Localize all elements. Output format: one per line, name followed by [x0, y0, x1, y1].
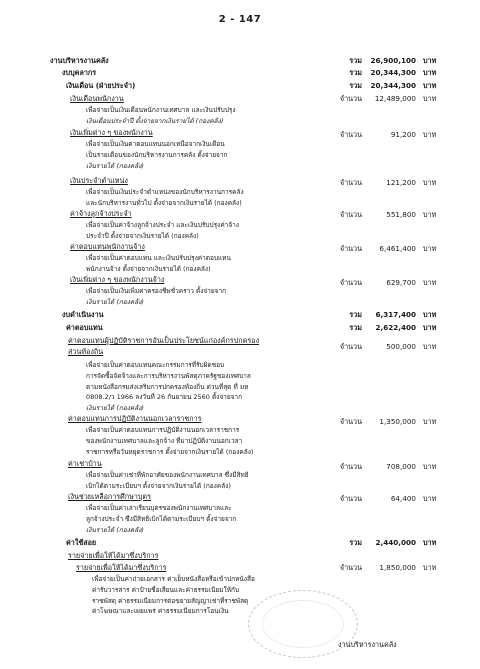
unit: บาท — [423, 178, 437, 187]
unit: บาท — [423, 342, 437, 351]
amount: 20,344,300 — [370, 68, 416, 77]
item-description: เพื่อจ่ายเป็นค่าถ่ายเอกสาร ค่าเย็บหนังสือหรือเข้าปกหนังสือ ค่ารับวารสาร ค่าป้ายชื่อเสียนและค่าธรรมเนียมให้กับ ราชพัสดุ ค่าธรรมเนียมการต่อขยายสัญญาเช่าที่ราชพัสดุ ค่าโฆษณาและเผยแพร่ ค่าธรรมเนียมการโอนเงิน — [92, 575, 255, 616]
kind-label: รวม — [349, 56, 362, 65]
item-title: ค่าตอบแทนผู้ปฏิบัติราชการอันเป็นประโยชน์แก่องค์กรปกครอง — [68, 336, 260, 345]
unit: บาท — [423, 68, 437, 77]
kind-label: รวม — [349, 310, 362, 319]
amount: 12,489,000 — [374, 94, 416, 103]
amount: 26,900,100 — [370, 56, 416, 65]
unit: บาท — [423, 417, 437, 426]
unit: บาท — [423, 563, 437, 572]
budget-subcategory: ค่าใช้สอย — [66, 538, 97, 547]
amount: 500,000 — [386, 342, 416, 351]
amount: 91,200 — [390, 130, 416, 139]
kind-label: จำนวน — [339, 210, 362, 219]
budget-category: งบบุคลากร — [62, 68, 97, 77]
item-description: เพื่อจ่ายเป็นเงินประจำตำแหน่งของนักบริหารงานการคลัง และนักบริหารงานทั่วไป ตั้งจ่ายจากเงินรายได้ (กองคลัง) — [86, 188, 244, 207]
unit: บาท — [423, 278, 437, 287]
unit: บาท — [423, 210, 437, 219]
item-description: เพื่อจ่ายเป็นค่าเช่าที่พักอาศัยของพนักงานเทศบาล ซึ่งมีสิทธิ เบิกได้ตามระเบียบฯ ตั้งจ่ายจากเงินรายได้ (กองคลัง) — [86, 471, 249, 490]
kind-label: รวม — [349, 81, 362, 90]
kind-label: รวม — [349, 68, 362, 77]
kind-label: จำนวน — [339, 417, 362, 426]
item-title: ค่าจ้างลูกจ้างประจำ — [70, 209, 132, 218]
amount: 708,000 — [386, 462, 416, 471]
item-description: เพื่อจ่ายเป็นเงินเดือนพนักงานเทศบาล และเงินปรับปรุง เงินเดือนประจำปี ตั้งจ่ายจากเงินรายได้ (กองคลัง) — [86, 106, 236, 125]
item-description: เพื่อจ่ายเป็นค่าตอบแทน และเงินปรับปรุงค่าตอบแทน พนักงานจ้าง ตั้งจ่ายจากเงินรายได้ (กองคลัง) — [86, 254, 231, 273]
kind-label: จำนวน — [339, 342, 362, 351]
kind-label: จำนวน — [339, 244, 362, 253]
page-number: 2 - 147 — [218, 14, 262, 25]
unit: บาท — [423, 323, 437, 332]
unit: บาท — [423, 244, 437, 253]
unit: บาท — [423, 130, 437, 139]
kind-label: รวม — [349, 538, 362, 547]
item-description: เพื่อจ่ายเป็นเงินเพิ่มค่าครองชีพชั่วคราว ตั้งจ่ายจาก เงินรายได้ (กองคลัง) — [86, 287, 227, 306]
item-title: ค่าเช่าบ้าน — [68, 459, 102, 468]
amount: 121,200 — [386, 178, 416, 187]
kind-label: จำนวน — [339, 94, 362, 103]
amount: 6,317,400 — [375, 310, 416, 319]
budget-subcategory: ค่าตอบแทน — [66, 323, 103, 332]
item-title: รายจ่ายเพื่อให้ได้มาซึ่งบริการ — [76, 563, 167, 572]
item-title: เงินประจำตำแหน่ง — [70, 176, 128, 185]
unit: บาท — [423, 494, 437, 503]
amount: 551,800 — [386, 210, 416, 219]
item-title: ค่าตอบแทนการปฏิบัติงานนอกเวลาราชการ — [68, 414, 202, 423]
unit: บาท — [423, 310, 437, 319]
amount: 20,344,300 — [370, 81, 416, 90]
kind-label: จำนวน — [339, 178, 362, 187]
item-description: เพื่อจ่ายเป็นค่าจ้างลูกจ้างประจำ และเงินปรับปรุงค่าจ้าง ประจำปี ตั้งจ่ายจากเงินรายได้ (กองคลัง) — [86, 221, 239, 240]
unit: บาท — [423, 81, 437, 90]
item-description: เพื่อจ่ายเป็นค่าตอบแทนคณะกรรมการที่รับผิดชอบ การจัดซื้อจัดจ้างและการบริหารงานพัสดุภาครัฐของเทศบาล ตามหนังสือกรมส่งเสริมการปกครองท้องถิ่น ด่วนที่สุด ที่ มท 0808.2/ว 1966 ลงวันที่ 26 กันยายน 2560 ตั้งจ่ายจาก เงินรายได้ (กองคลัง) — [86, 361, 251, 413]
item-title: ค่าตอบแทนพนักงานจ้าง — [70, 242, 145, 251]
kind-label: จำนวน — [339, 130, 362, 139]
budget-subcategory: เงินเดือน (ฝ่ายประจำ) — [66, 81, 136, 90]
amount: 1,850,000 — [379, 563, 416, 572]
amount: 6,461,400 — [379, 244, 416, 253]
item-title: เงินเพิ่มต่าง ๆ ของพนักงาน — [70, 128, 153, 137]
unit: บาท — [423, 94, 437, 103]
kind-label: รวม — [349, 323, 362, 332]
item-description: เพื่อจ่ายเป็นค่าตอบแทนการปฏิบัติงานนอกเวลาราชการ ของพนักงานเทศบาลและลูกจ้าง ที่มาปฏิบัติงานนอกเวลา ราชการหรือวันหยุดราชการ ตั้งจ่ายจากเงินรายได้ (กองคลัง) — [86, 426, 254, 456]
kind-label: จำนวน — [339, 462, 362, 471]
amount: 1,350,000 — [379, 417, 416, 426]
item-title-line2: ส่วนท้องถิ่น — [68, 347, 104, 356]
amount: 629,700 — [386, 278, 416, 287]
amount: 64,400 — [390, 494, 416, 503]
item-title: เงินเดือนพนักงาน — [70, 94, 124, 103]
kind-label: จำนวน — [339, 278, 362, 287]
official-stamp-inner — [262, 600, 344, 648]
section-title: งานบริหารงานคลัง — [50, 56, 109, 65]
amount: 2,440,000 — [375, 538, 416, 547]
budget-category: งบดำเนินงาน — [62, 310, 104, 319]
footer-label: งานบริหารงานคลัง — [338, 640, 397, 649]
item-group-title: รายจ่ายเพื่อให้ได้มาซึ่งบริการ — [68, 551, 159, 560]
unit: บาท — [423, 538, 437, 547]
unit: บาท — [423, 56, 437, 65]
kind-label: จำนวน — [339, 494, 362, 503]
item-description: เพื่อจ่ายเป็นค่าเล่าเรียนบุตรของพนักงานเทศบาลและ ลูกจ้างประจำ ซึ่งมีสิทธิเบิกได้ตามระเบียบฯ ตั้งจ่ายจาก เงินรายได้ (กองคลัง) — [86, 504, 237, 534]
unit: บาท — [423, 462, 437, 471]
item-description: เพื่อจ่ายเป็นเงินค่าตอบแทนนอกเหนือจากเงินเดือน เป็นรายเดือนของนักบริหารงานการคลัง ตั้งจ่ายจาก เงินรายได้ (กองคลัง) — [86, 140, 228, 170]
item-title: เงินเพิ่มต่าง ๆ ของพนักงานจ้าง — [70, 275, 165, 284]
kind-label: จำนวน — [339, 563, 362, 572]
item-title: เงินช่วยเหลือการศึกษาบุตร — [68, 492, 151, 501]
amount: 2,622,400 — [375, 323, 416, 332]
